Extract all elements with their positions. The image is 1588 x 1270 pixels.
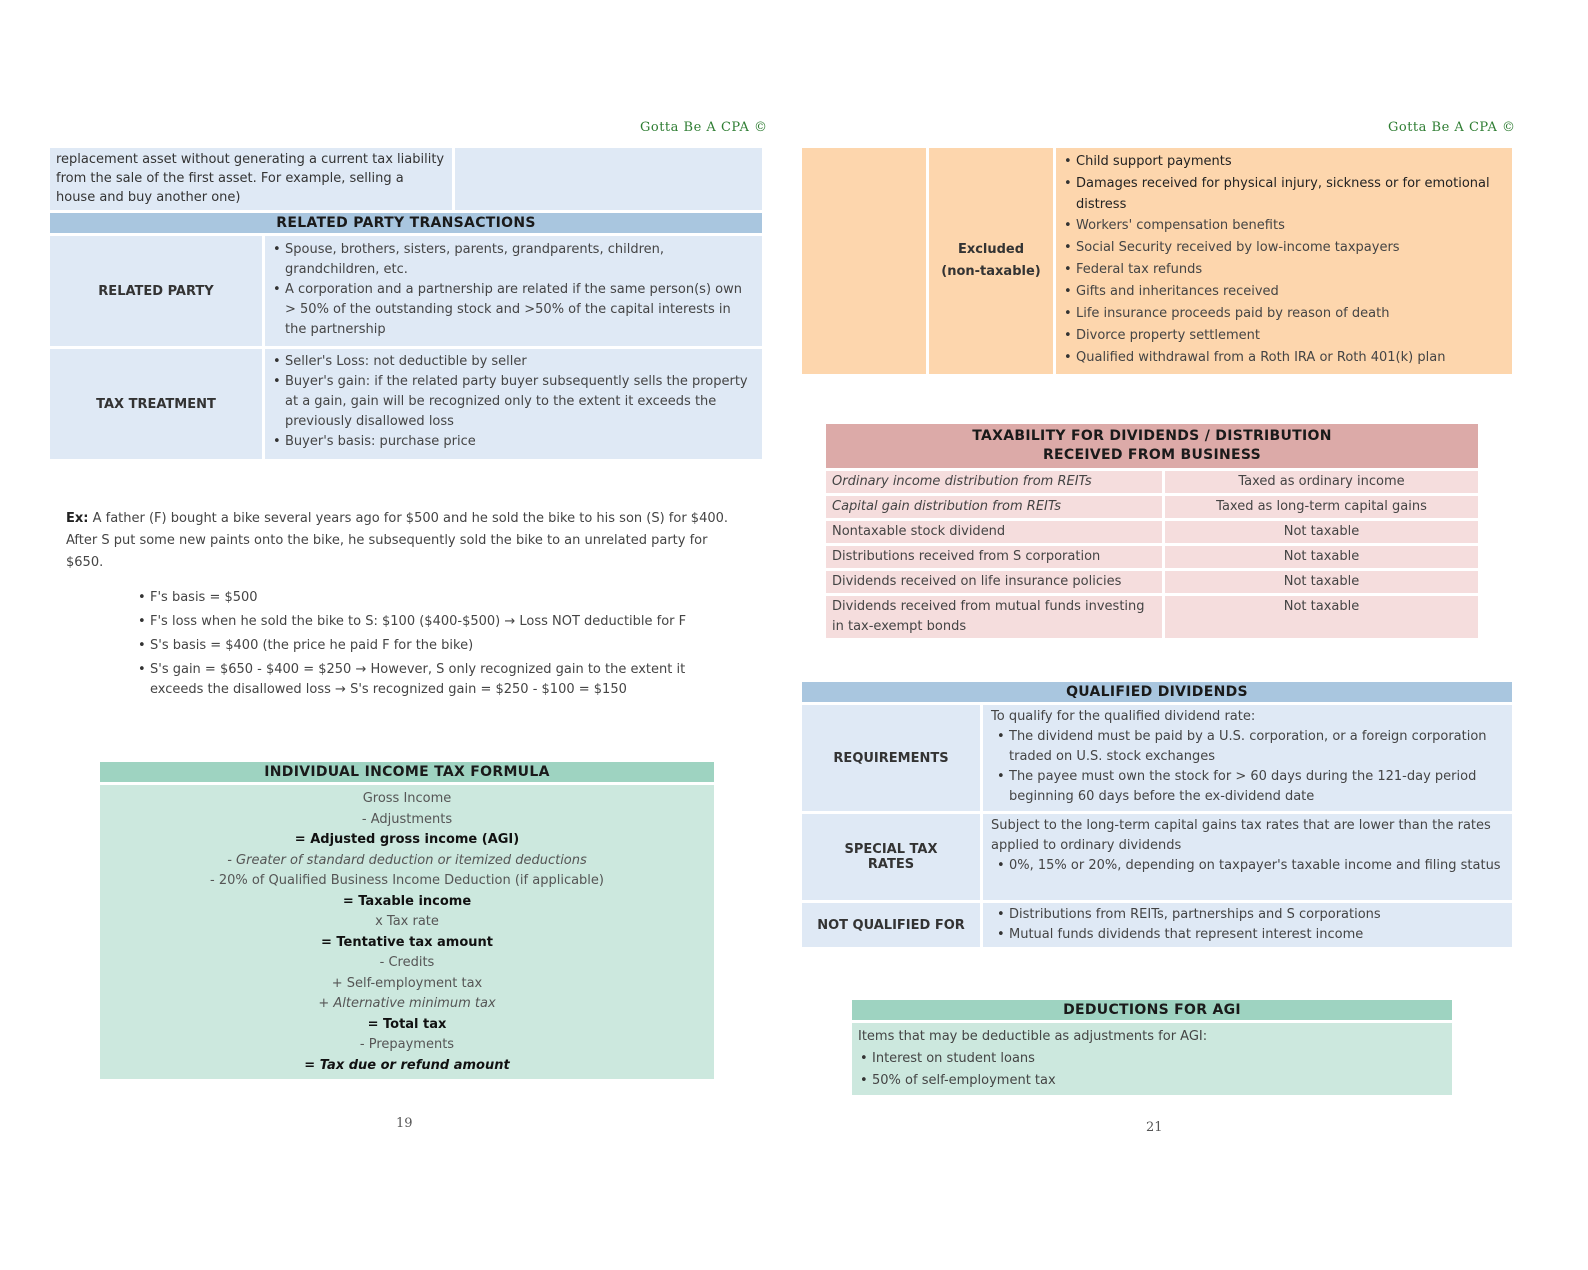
continuation-text: replacement asset without generating a current tax liability from the sale of the first asset. For example, selling a house and buy another one)	[50, 148, 452, 210]
list-item: • The dividend must be paid by a U.S. corporation, or a foreign corporation traded on U.S. stock exchanges	[995, 727, 1504, 767]
list-item: • Buyer's gain: if the related party buyer subsequently sells the property at a gain, gain will be recognized only to the extent it exceeds the previously disallowed loss	[271, 372, 756, 432]
dividends-taxability-heading	[826, 424, 1478, 468]
dividend-item: Nontaxable stock dividend	[826, 521, 1162, 543]
list-item: • 50% of self-employment tax	[858, 1070, 1446, 1092]
formula-line: x Tax rate	[375, 914, 439, 929]
right-page	[794, 0, 1588, 1270]
dividend-item: Dividends received from mutual funds investing in tax-exempt bonds	[826, 596, 1162, 638]
list-item: • S's basis = $400 (the price he paid F for the bike)	[136, 636, 736, 656]
list-item: • A corporation and a partnership are related if the same person(s) own > 50% of the outstanding stock and >50% of the capital interests in the partnership	[271, 280, 756, 340]
table-row	[826, 471, 1478, 493]
list-item: • Divorce property settlement	[1062, 325, 1506, 347]
not-qualified-bullets	[995, 905, 1504, 945]
tax-treatment-label: TAX TREATMENT	[50, 349, 262, 459]
dividend-item: Dividends received on life insurance policies	[826, 571, 1162, 593]
table-row	[826, 521, 1478, 543]
formula-line: - Prepayments	[359, 1037, 455, 1052]
formula-line: = Tentative tax amount	[321, 934, 493, 950]
requirements-intro: To qualify for the qualified dividend rate:	[991, 709, 1256, 724]
dividends-taxability-table	[826, 424, 1478, 638]
tax-formula-table	[100, 762, 714, 1079]
excluded-content	[1056, 148, 1512, 374]
excluded-empty-cell	[802, 148, 926, 374]
list-item: • Distributions from REITs, partnerships and S corporations	[995, 905, 1504, 925]
special-tax-rates-row	[802, 814, 1512, 900]
dividend-treatment: Taxed as long-term capital gains	[1165, 496, 1478, 518]
dividend-item: Capital gain distribution from REITs	[826, 496, 1162, 518]
formula-line: = Tax due or refund amount	[304, 1057, 510, 1073]
formula-line: Gross Income	[362, 791, 452, 806]
deductions-bullets	[858, 1048, 1446, 1092]
list-item: • F's loss when he sold the bike to S: $100 ($400-$500) → Loss NOT deductible for F	[136, 612, 736, 632]
list-item: • Workers' compensation benefits	[1062, 215, 1506, 237]
special-tax-rates-content	[983, 814, 1512, 900]
table-row	[826, 546, 1478, 568]
list-item: • Mutual funds dividends that represent interest income	[995, 925, 1504, 945]
dividend-item: Distributions received from S corporation	[826, 546, 1162, 568]
qualified-dividends-heading: QUALIFIED DIVIDENDS	[802, 682, 1512, 702]
dividend-treatment: Taxed as ordinary income	[1165, 471, 1478, 493]
table-row	[826, 571, 1478, 593]
formula-line: - Greater of standard deduction or itemized deductions	[227, 852, 587, 868]
tax-treatment-bullets	[271, 352, 756, 452]
related-party-bullets	[271, 240, 756, 340]
dividend-item: Ordinary income distribution from REITs	[826, 471, 1162, 493]
requirements-row	[802, 705, 1512, 811]
example-bullets	[136, 588, 736, 700]
deductions-body	[852, 1023, 1452, 1095]
list-item: • Buyer's basis: purchase price	[271, 432, 756, 452]
list-item: • Life insurance proceeds paid by reason of death	[1062, 303, 1506, 325]
tax-treatment-content	[265, 349, 762, 459]
dividend-treatment: Not taxable	[1165, 571, 1478, 593]
formula-line: - Credits	[379, 955, 435, 970]
qualified-dividends-table	[802, 682, 1512, 947]
formula-line: = Taxable income	[342, 893, 472, 909]
excluded-table	[802, 148, 1512, 374]
list-item: • Child support payments	[1062, 151, 1506, 173]
not-qualified-row	[802, 903, 1512, 947]
table-row	[826, 496, 1478, 518]
formula-line: + Alternative minimum tax	[318, 996, 496, 1011]
excluded-bullets	[1062, 151, 1506, 369]
list-item: • Social Security received by low-income taxpayers	[1062, 237, 1506, 259]
deductions-table	[852, 1000, 1452, 1095]
not-qualified-content	[983, 903, 1512, 947]
dividends-heading-line1: TAXABILITY FOR DIVIDENDS / DISTRIBUTION	[972, 428, 1332, 444]
requirements-label: REQUIREMENTS	[802, 705, 980, 811]
tax-treatment-row	[50, 349, 762, 459]
example-paragraph	[66, 508, 746, 574]
excluded-label-line2: (non-taxable)	[941, 264, 1041, 279]
dividend-treatment: Not taxable	[1165, 596, 1478, 638]
list-item: • F's basis = $500	[136, 588, 736, 608]
list-item: • Gifts and inheritances received	[1062, 281, 1506, 303]
related-party-label: RELATED PARTY	[50, 236, 262, 346]
list-item: • Federal tax refunds	[1062, 259, 1506, 281]
page-number: 21	[1146, 1120, 1163, 1135]
excluded-label	[929, 148, 1053, 374]
brand-header: Gotta Be A CPA ©	[640, 120, 768, 135]
related-party-row	[50, 236, 762, 346]
page-number: 19	[396, 1116, 413, 1131]
tax-formula-body	[100, 785, 714, 1079]
not-qualified-label: NOT QUALIFIED FOR	[802, 903, 980, 947]
formula-line: - Adjustments	[361, 811, 453, 827]
list-item: • Spouse, brothers, sisters, parents, grandparents, children, grandchildren, etc.	[271, 240, 756, 280]
example-tag: Ex:	[66, 511, 89, 526]
tax-formula-heading: INDIVIDUAL INCOME TAX FORMULA	[100, 762, 714, 782]
list-item: • Interest on student loans	[858, 1048, 1446, 1070]
example-text: A father (F) bought a bike several years ago for $500 and he sold the bike to his son (S) for $400. After S put some new paints onto the bike, he subsequently sold the bike to an unrelated party for $650.	[66, 511, 729, 570]
list-item: • 0%, 15% or 20%, depending on taxpayer's taxable income and filing status	[995, 856, 1504, 876]
list-item: • Qualified withdrawal from a Roth IRA or Roth 401(k) plan	[1062, 347, 1506, 369]
list-item: • S's gain = $650 - $400 = $250 → However, S only recognized gain to the extent it exceeds the disallowed loss → S's recognized gain = $250 - $100 = $150	[136, 660, 736, 700]
dividends-heading-line2: RECEIVED FROM BUSINESS	[1042, 447, 1262, 463]
continuation-empty-cell	[455, 148, 762, 210]
related-party-heading: RELATED PARTY TRANSACTIONS	[50, 213, 762, 233]
formula-line: + Self-employment tax	[331, 975, 483, 991]
list-item: • Seller's Loss: not deductible by seller	[271, 352, 756, 372]
table-row	[826, 596, 1478, 638]
continuation-box	[50, 148, 762, 210]
formula-line: = Total tax	[367, 1016, 447, 1032]
requirements-content	[983, 705, 1512, 811]
deductions-heading: DEDUCTIONS FOR AGI	[852, 1000, 1452, 1020]
related-party-content	[265, 236, 762, 346]
list-item: • The payee must own the stock for > 60 days during the 121-day period beginning 60 days before the ex-dividend date	[995, 767, 1504, 807]
excluded-label-line1: Excluded	[957, 242, 1025, 257]
special-tax-rates-label: SPECIAL TAX RATES	[802, 814, 980, 900]
list-item: • Damages received for physical injury, sickness or for emotional distress	[1062, 173, 1506, 215]
formula-line: = Adjusted gross income (AGI)	[294, 832, 520, 847]
formula-line: - 20% of Qualified Business Income Deduction (if applicable)	[210, 873, 604, 888]
deductions-intro: Items that may be deductible as adjustments for AGI:	[858, 1029, 1208, 1044]
dividend-treatment: Not taxable	[1165, 521, 1478, 543]
special-tax-rates-intro: Subject to the long-term capital gains tax rates that are lower than the rates applied to ordinary dividends	[991, 818, 1491, 853]
related-party-table	[50, 213, 762, 459]
brand-header: Gotta Be A CPA ©	[1388, 120, 1516, 135]
special-tax-rates-bullets	[995, 856, 1504, 876]
dividend-treatment: Not taxable	[1165, 546, 1478, 568]
requirements-bullets	[995, 727, 1504, 807]
example-block	[66, 508, 746, 700]
